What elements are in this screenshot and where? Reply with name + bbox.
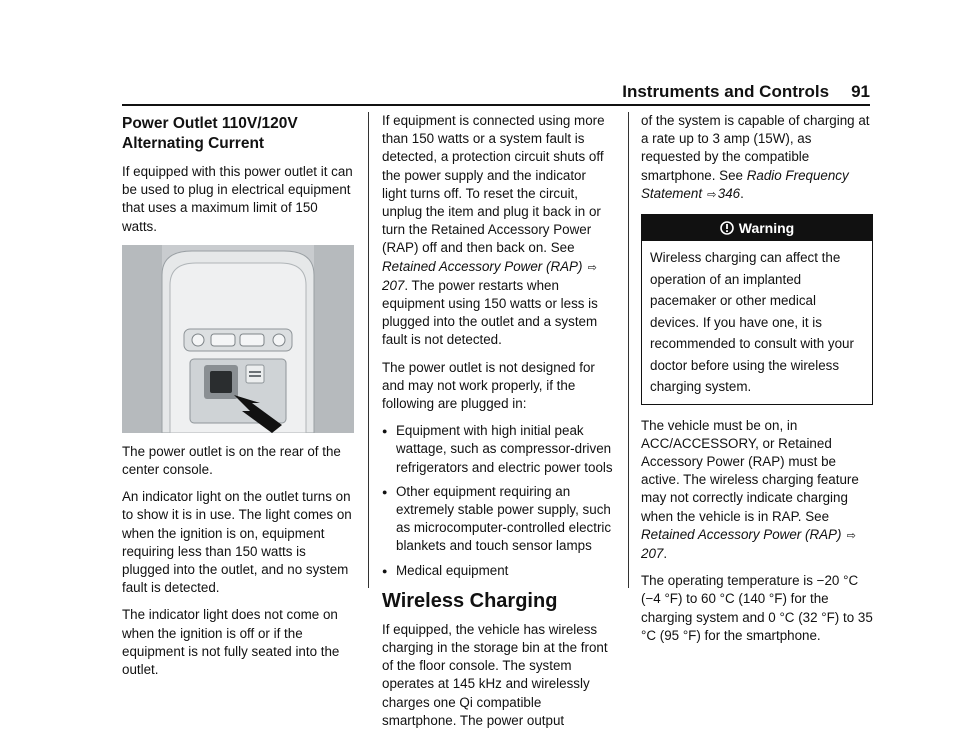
column-1 bbox=[122, 112, 354, 688]
paragraph: The indicator light does not come on when the ignition is off or if the equipment is not fully seated into the outlet. bbox=[122, 607, 340, 678]
page-reference-arrow-icon: ⇨ bbox=[707, 188, 717, 201]
column-3 bbox=[641, 112, 873, 654]
page-reference-number[interactable]: 207 bbox=[382, 277, 405, 293]
list-item: ● Medical equipment bbox=[382, 562, 614, 580]
page-header bbox=[370, 78, 870, 106]
section-heading-wireless-charging: Wireless Charging bbox=[382, 589, 558, 612]
warning-box bbox=[641, 214, 873, 405]
page-reference-number[interactable]: 346 bbox=[717, 185, 741, 201]
section-title: Instruments and Controls bbox=[622, 82, 830, 101]
paragraph bbox=[641, 417, 873, 564]
header-rule bbox=[122, 104, 870, 106]
cross-reference-link[interactable]: Retained Accessory Power (RAP) bbox=[382, 258, 583, 274]
column-divider bbox=[368, 112, 369, 588]
power-outlet-illustration bbox=[122, 245, 354, 433]
paragraph bbox=[641, 112, 873, 204]
warning-text: Wireless charging can affect the operation of an implanted pacemaker or other medical devices. If you have one, it is recommended to consult with your doctor before using the wireless charging system. bbox=[650, 250, 854, 395]
list-item: ● Equipment with high initial peak wattage, such as compressor-driven refrigerators and electric power tools bbox=[382, 422, 614, 477]
paragraph-text: If equipment is connected using more than 150 watts or a system fault is detected, a protection circuit shuts off the power supply and the indicator light turns off. To reset the circuit, unplug the item and plug it back in or turn the Retained Accessory Power (RAP) off and then back on. See bbox=[382, 113, 605, 256]
page-number: 91 bbox=[851, 82, 870, 101]
list-item: ● Other equipment requiring an extremely stable power supply, such as microcomputer-controlled electric blankets and touch sensor lamps bbox=[382, 483, 614, 556]
paragraph-text: . The power restarts when equipment using 150 watts or less is plugged into the outlet and a system fault is not detected. bbox=[382, 277, 598, 348]
paragraph-text: The vehicle must be on, in ACC/ACCESSORY, or Retained Accessory Power (RAP) must be active. The wireless charging feature may not correctly indicate charging when the vehicle is in RAP. See bbox=[641, 417, 859, 524]
paragraph: The power outlet is not designed for and may not work properly, if the following are plugged in: bbox=[382, 359, 595, 412]
cross-reference-link[interactable]: Retained Accessory Power (RAP) bbox=[641, 526, 842, 542]
paragraph: If equipped, the vehicle has wireless charging in the storage bin at the front of the floor console. The system operates at 145 kHz and wirelessly charges one Qi compatible smartphone. The power output bbox=[382, 621, 608, 728]
cross-reference-link[interactable]: Radio Frequency Statement bbox=[641, 167, 849, 201]
page-reference-arrow-icon: ⇨ bbox=[846, 529, 856, 542]
paragraph bbox=[382, 112, 614, 350]
bullet-list bbox=[382, 422, 614, 580]
paragraph-text: . bbox=[740, 185, 744, 201]
paragraph: An indicator light on the outlet turns on to show it is in use. The light comes on when the ignition is on, equipment requiring less than 150 watts is plugged into the outlet, and no system fault is detected. bbox=[122, 489, 352, 596]
paragraph: The power outlet is on the rear of the center console. bbox=[122, 443, 341, 478]
warning-header bbox=[642, 215, 872, 241]
column-divider bbox=[628, 112, 629, 588]
paragraph: The operating temperature is −20 °C (−4 °F) to 60 °C (140 °F) for the charging system and 0 °C (32 °F) to 35 °C (95 °F) for the smartphone. bbox=[641, 573, 873, 643]
paragraph-text: of the system is capable of charging at a rate up to 3 amp (15W), as requested by the compatible smartphone. See bbox=[641, 113, 870, 183]
warning-icon bbox=[720, 221, 734, 235]
page-reference-number[interactable]: 207 bbox=[641, 545, 664, 561]
section-heading-power-outlet: Power Outlet 110V/120V Alternating Current bbox=[122, 115, 298, 152]
paragraph: If equipped with this power outlet it can be used to plug in electrical equipment that uses a maximum limit of 150 watts. bbox=[122, 164, 353, 234]
column-2 bbox=[382, 112, 614, 739]
paragraph-text: . bbox=[663, 545, 668, 561]
page-reference-arrow-icon: ⇨ bbox=[587, 261, 597, 274]
warning-title: Warning bbox=[738, 220, 795, 237]
